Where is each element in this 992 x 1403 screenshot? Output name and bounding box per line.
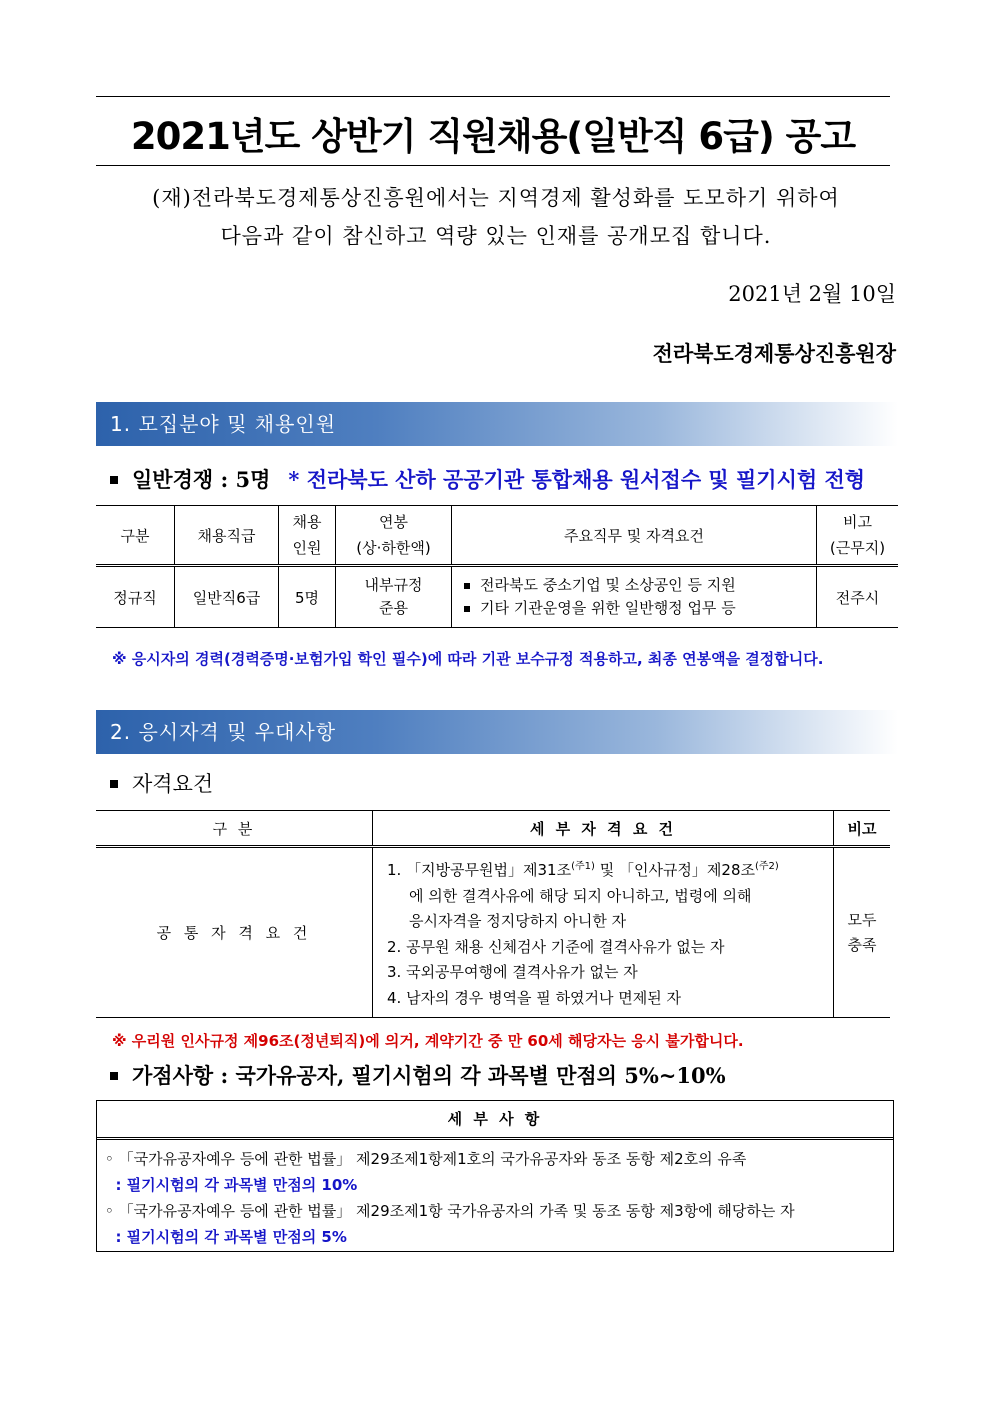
recruit-table [96,505,898,628]
th-category: 구 분 [96,811,373,847]
requirement-item: 1. 「지방공무원법」제31조$^{(주1)}$ 및 「인사규정」제28조$^{(주2)}$ [387,861,779,879]
bonus-bullet: 가점사항 : 국가유공자, 필기시험의 각 과목별 만점의 5%~10% [96,1060,726,1090]
th-details: 세 부 자 격 요 건 [373,811,834,847]
bonus-line: ◦ 「국가유공자예우 등에 관한 법률」 제29조제1항제1호의 국가유공자와 동조 동항 제2호의 유족 [105,1150,747,1168]
th-remark: 비고 [834,811,891,847]
signer: 전라북도경제통상진흥원장 [652,341,896,366]
qualification-table [96,810,890,1018]
square-bullet-icon [464,606,470,612]
requirement-item: 4. 남자의 경우 병역을 필 하였거나 면제된 자 [387,988,682,1007]
cell-count: 5명 [279,566,336,628]
announcement-date: 2021년 2월 10일 [728,282,896,306]
cell-location: 전주시 [817,566,899,628]
square-bullet-icon [464,583,470,589]
age-limit-note: ※ 우리원 인사규정 제96조(정년퇴직)에 의거, 계약기간 중 만 60세 해당자는 응시 불가합니다. [112,1032,744,1050]
th-count: 채용 인원 [279,506,336,566]
bonus-line: ◦ 「국가유공자예우 등에 관한 법률」 제29조제1항 국가유공자의 가족 및 동조 동항 제3항에 해당하는 자 [105,1202,795,1220]
recruit-note: * 전라북도 산하 공공기관 통합채용 원서접수 및 필기시험 전형 [288,467,866,492]
bonus-line: : 필기시험의 각 과목별 만점의 5% [105,1228,347,1246]
th-location: 비고 (근무지) [817,506,899,566]
section-1-bullet [96,464,865,494]
requirement-item: 2. 공무원 채용 신체검사 기준에 결격사유가 없는 자 [387,937,725,956]
qualification-bullet: 자격요건 [96,768,213,798]
cell-type: 정규직 [96,566,175,628]
recruit-count: 일반경쟁 : 5명 [132,467,271,492]
requirement-item: 3. 국외공무여행에 결격사유가 없는 자 [387,963,638,981]
page-title: 2021년도 상반기 직원채용(일반직 6급) 공고 [130,115,856,158]
duty-item: 기타 기관운영을 위한 일반행정 업무 등 [464,597,816,620]
square-bullet-icon [110,1072,118,1080]
cell-salary: 내부규정 준용 [336,566,452,628]
th-type: 구분 [96,506,175,566]
square-bullet-icon [110,476,118,484]
bonus-details-box [96,1100,894,1252]
intro-line-2: 다음과 같이 참신하고 역량 있는 인재를 공개모집 합니다. [220,224,772,248]
th-duties: 주요직무 및 자격요건 [452,506,817,566]
top-rule [96,96,890,97]
section-2-heading: 2. 응시자격 및 우대사항 [96,710,898,754]
duty-item: 전라북도 중소기업 및 소상공인 등 지원 [464,574,816,597]
cell-duties [452,566,817,628]
section-1-heading: 1. 모집분야 및 채용인원 [96,402,898,446]
title-rule [96,165,890,166]
th-salary: 연봉 (상·하한액) [336,506,452,566]
cell-remark: 모두 충족 [834,847,891,1018]
bonus-line: : 필기시험의 각 과목별 만점의 10% [105,1176,358,1194]
square-bullet-icon [110,780,118,788]
intro-line-1: (재)전라북도경제통상진흥원에서는 지역경제 활성화를 도모하기 위하여 [152,186,840,210]
requirement-item: 응시자격을 정지당하지 아니한 자 [409,912,627,930]
bonus-details-header: 세 부 사 항 [97,1101,893,1140]
salary-note: ※ 응시자의 경력(경력증명·보험가입 학인 필수)에 따라 기관 보수규정 적용하고, 최종 연봉액을 결정합니다. [112,650,824,668]
cell-grade: 일반직6급 [175,566,279,628]
requirement-item: 에 의한 결격사유에 해당 되지 아니하고, 법령에 의해 [409,886,752,905]
th-grade: 채용직급 [175,506,279,566]
cell-category: 공 통 자 격 요 건 [96,847,373,1018]
cell-requirements [373,847,834,1018]
